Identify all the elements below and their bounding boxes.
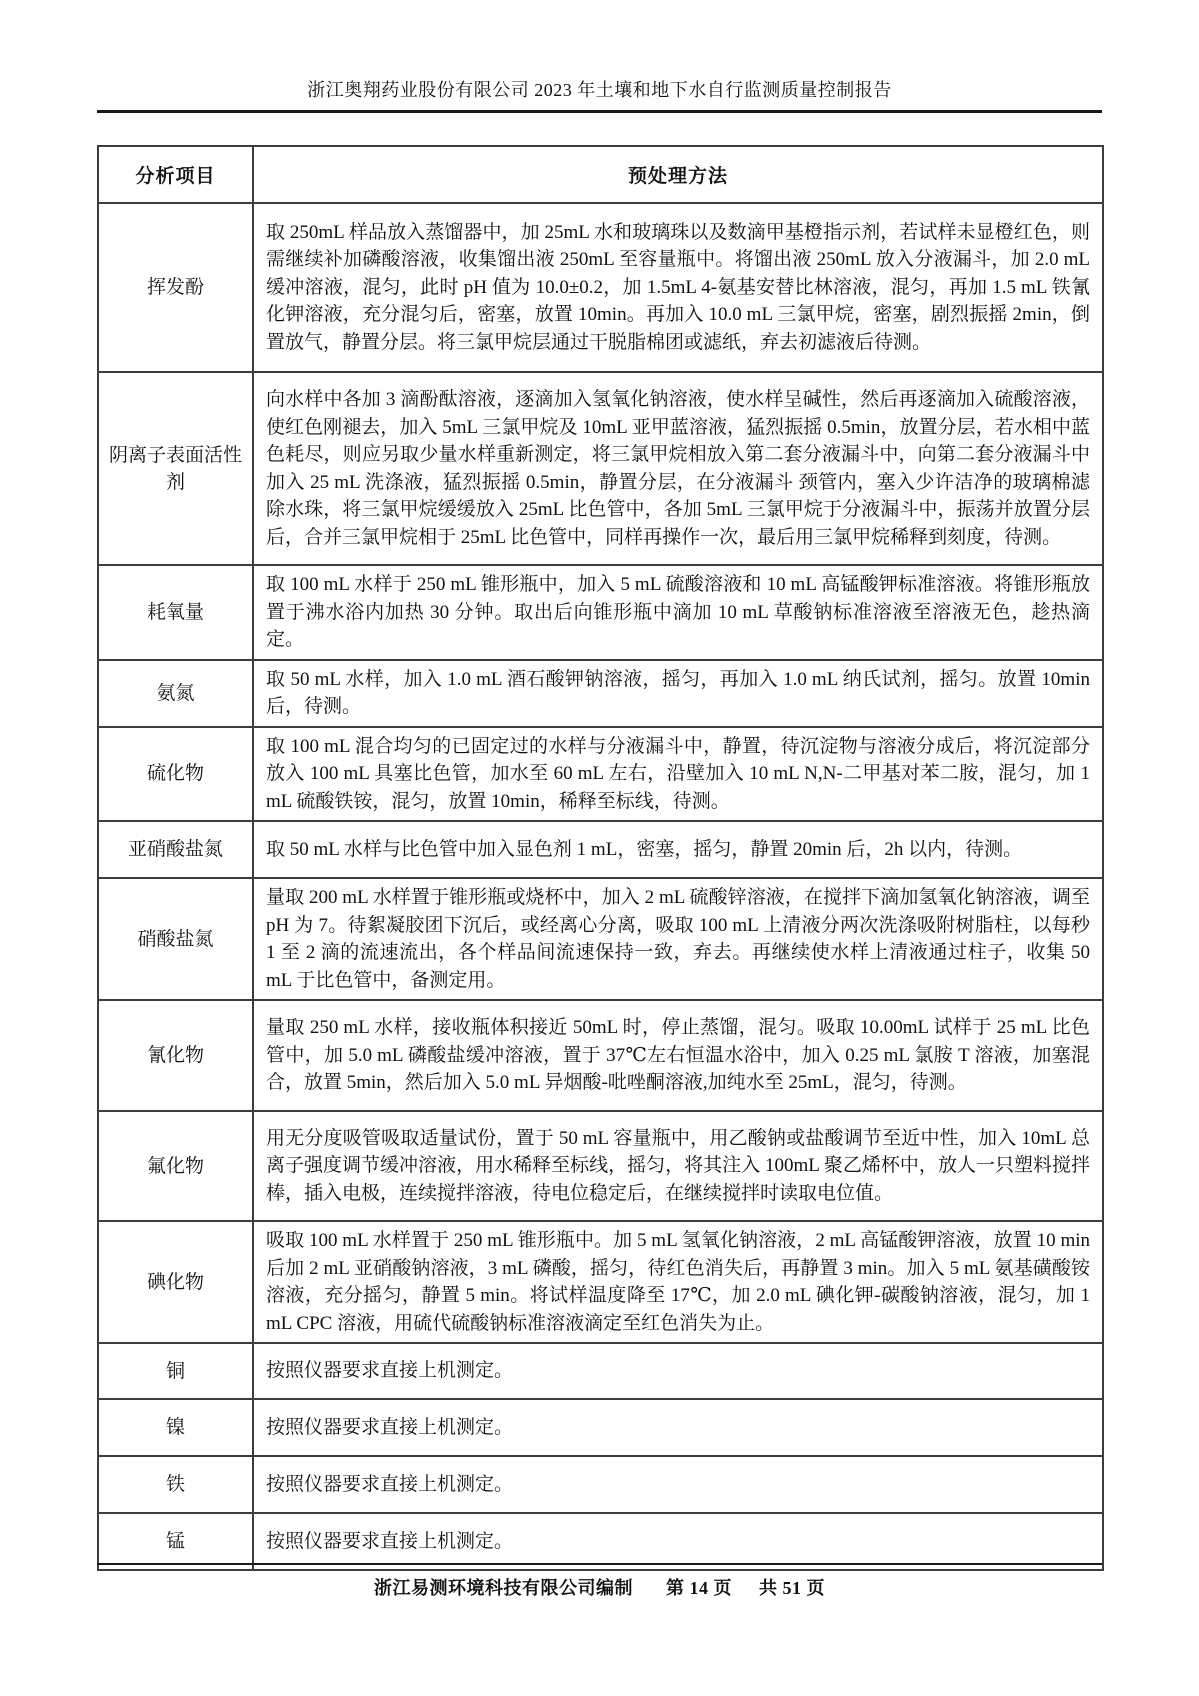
table-row	[98, 1513, 1103, 1570]
table-row	[98, 565, 1103, 660]
table-header-row	[98, 146, 1103, 203]
table-row	[98, 372, 1103, 565]
method-cell: 取 100 mL 水样于 250 mL 锥形瓶中，加入 5 mL 硫酸溶液和 10 mL 高锰酸钾标准溶液。将锥形瓶放置于沸水浴内加热 30 分钟。取出后向锥形瓶中滴加 10 mL 草酸钠标准溶液至溶液无色，趁热滴定。	[253, 565, 1103, 660]
analysis-item-cell: 氰化物	[98, 1000, 253, 1111]
analysis-item-cell: 铜	[98, 1343, 253, 1399]
analysis-item-cell: 锰	[98, 1513, 253, 1570]
analysis-item-cell: 硫化物	[98, 727, 253, 822]
analysis-item-cell: 碘化物	[98, 1221, 253, 1343]
document-footer	[97, 1563, 1102, 1600]
analysis-item-cell: 挥发酚	[98, 203, 253, 372]
analysis-item-cell: 氨氮	[98, 660, 253, 727]
analysis-item-cell: 硝酸盐氮	[98, 878, 253, 1000]
pretreatment-methods-table	[97, 145, 1104, 1571]
table-row	[98, 1456, 1103, 1513]
table-row	[98, 1000, 1103, 1111]
method-cell: 量取 250 mL 水样，接收瓶体积接近 50mL 时，停止蒸馏，混匀。吸取 10.00mL 试样于 25 mL 比色管中，加 5.0 mL 磷酸盐缓冲溶液，置于 37℃左右恒温水浴中，加入 0.25 mL 氯胺 T 溶液，加塞混合，放置 5min，然后加入 5.0 mL 异烟酸-吡唑酮溶液,加纯水至 25mL，混匀，待测。	[253, 1000, 1103, 1111]
method-cell: 吸取 100 mL 水样置于 250 mL 锥形瓶中。加 5 mL 氢氧化钠溶液，2 mL 高锰酸钾溶液，放置 10 min 后加 2 mL 亚硝酸钠溶液，3 mL 磷酸，摇匀，待红色消失后，再静置 3 min。加入 5 mL 氨基磺酸铵溶液，充分摇匀，静置 5 min。将试样温度降至 17℃，加 2.0 mL 碘化钾-碳酸钠溶液，混匀，加 1 mL CPC 溶液，用硫代硫酸钠标准溶液滴定至红色消失为止。	[253, 1221, 1103, 1343]
method-cell: 取 50 mL 水样与比色管中加入显色剂 1 mL，密塞，摇匀，静置 20min 后，2h 以内，待测。	[253, 821, 1103, 878]
table-row	[98, 203, 1103, 372]
method-cell: 取 100 mL 混合均匀的已固定过的水样与分液漏斗中，静置，待沉淀物与溶液分成后，将沉淀部分放入 100 mL 具塞比色管，加水至 60 mL 左右，沿壁加入 10 mL N,N-二甲基对苯二胺，混匀，加 1 mL 硫酸铁铵，混匀，放置 10min，稀释至标线，待测。	[253, 727, 1103, 822]
table-row	[98, 1221, 1103, 1343]
table-row	[98, 727, 1103, 822]
document-header-title: 浙江奥翔药业股份有限公司 2023 年土壤和地下水自行监测质量控制报告	[97, 78, 1102, 113]
table-row	[98, 660, 1103, 727]
table-row	[98, 821, 1103, 878]
analysis-item-cell: 铁	[98, 1456, 253, 1513]
table-row	[98, 878, 1103, 1000]
method-cell: 按照仪器要求直接上机测定。	[253, 1513, 1103, 1570]
method-cell: 按照仪器要求直接上机测定。	[253, 1343, 1103, 1399]
method-cell: 按照仪器要求直接上机测定。	[253, 1456, 1103, 1513]
analysis-item-cell: 镍	[98, 1399, 253, 1456]
method-cell: 取 50 mL 水样，加入 1.0 mL 酒石酸钾钠溶液，摇匀，再加入 1.0 mL 纳氏试剂，摇匀。放置 10min 后，待测。	[253, 660, 1103, 727]
analysis-item-cell: 氟化物	[98, 1111, 253, 1221]
method-cell: 取 250mL 样品放入蒸馏器中，加 25mL 水和玻璃珠以及数滴甲基橙指示剂，若试样未显橙红色，则需继续补加磷酸溶液，收集馏出液 250mL 至容量瓶中。将馏出液 250mL 放入分液漏斗，加 2.0 mL 缓冲溶液，混匀，此时 pH 值为 10.0±0.2，加 1.5mL 4-氨基安替比林溶液，混匀，再加 1.5 mL 铁氰化钾溶液，充分混匀后，密塞，放置 10min。再加入 10.0 mL 三氯甲烷，密塞，剧烈振摇 2min，倒置放气，静置分层。将三氯甲烷层通过干脱脂棉团或滤纸，弃去初滤液后待测。	[253, 203, 1103, 372]
footer-total-pages: 共 51 页	[759, 1578, 825, 1598]
column-header-pretreatment-method: 预处理方法	[253, 146, 1103, 203]
method-cell: 量取 200 mL 水样置于锥形瓶或烧杯中，加入 2 mL 硫酸锌溶液，在搅拌下滴加氢氧化钠溶液，调至 pH 为 7。待絮凝胶团下沉后，或经离心分离，吸取 100 mL 上清液分两次洗涤吸附树脂柱，以每秒 1 至 2 滴的流速流出，各个样品间流速保持一致，弃去。再继续使水样上清液通过柱子，收集 50 mL 于比色管中，备测定用。	[253, 878, 1103, 1000]
method-cell: 用无分度吸管吸取适量试份，置于 50 mL 容量瓶中，用乙酸钠或盐酸调节至近中性，加入 10mL 总离子强度调节缓冲溶液，用水稀释至标线，摇匀，将其注入 100mL 聚乙烯杯中，放人一只塑料搅拌棒，插入电极，连续搅拌溶液，待电位稳定后，在继续搅拌时读取电位值。	[253, 1111, 1103, 1221]
table-row	[98, 1399, 1103, 1456]
footer-company-text: 浙江易测环境科技有限公司编制	[374, 1578, 633, 1598]
analysis-item-cell: 阴离子表面活性剂	[98, 372, 253, 565]
column-header-analysis-item: 分析项目	[98, 146, 253, 203]
analysis-item-cell: 耗氧量	[98, 565, 253, 660]
table-row	[98, 1111, 1103, 1221]
method-cell: 向水样中各加 3 滴酚酞溶液，逐滴加入氢氧化钠溶液，使水样呈碱性，然后再逐滴加入硫酸溶液，使红色刚褪去，加入 5mL 三氯甲烷及 10mL 亚甲蓝溶液，猛烈振摇 0.5min，放置分层，若水相中蓝色耗尽，则应另取少量水样重新测定，将三氯甲烷相放入第二套分液漏斗中，向第二套分液漏斗中加入 25 mL 洗涤液，猛烈振摇 0.5min，静置分层，在分液漏斗 颈管内，塞入少许洁净的玻璃棉滤除水珠，将三氯甲烷缓缓放入 25mL 比色管中，各加 5mL 三氯甲烷于分液漏斗中，振荡并放置分层后，合并三氯甲烷相于 25mL 比色管中，同样再操作一次，最后用三氯甲烷稀释到刻度，待测。	[253, 372, 1103, 565]
method-cell: 按照仪器要求直接上机测定。	[253, 1399, 1103, 1456]
analysis-item-cell: 亚硝酸盐氮	[98, 821, 253, 878]
footer-page-number: 第 14 页	[666, 1578, 732, 1598]
table-row	[98, 1343, 1103, 1399]
